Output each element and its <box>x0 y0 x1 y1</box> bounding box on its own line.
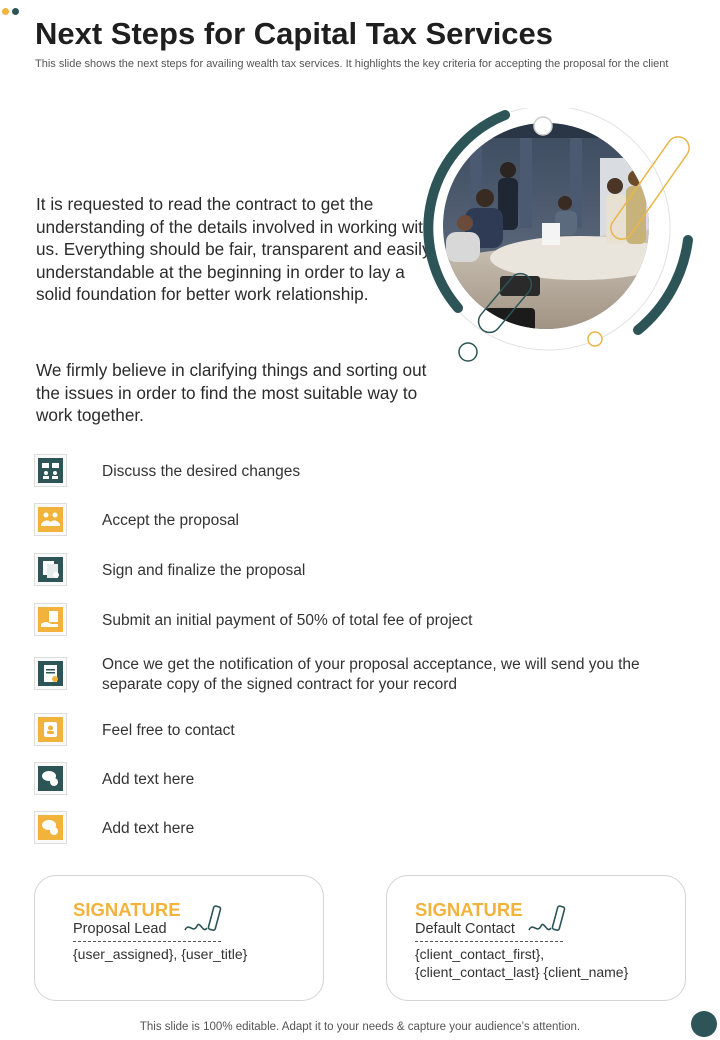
intro-paragraph-2: We firmly believe in clarifying things and sorting out the issues in order to find the most suitable way to work together. <box>36 360 427 425</box>
step-signed-copy <box>34 657 694 691</box>
documents-icon <box>38 557 63 582</box>
chat-icon <box>38 766 63 791</box>
signature-line <box>415 941 563 942</box>
step-icon-box <box>34 503 67 536</box>
gold-dot <box>2 8 9 15</box>
step-label: Accept the proposal <box>102 512 240 529</box>
step-label: Discuss the desired changes <box>102 463 301 480</box>
payment-icon <box>38 607 63 632</box>
signature-values <box>415 945 628 981</box>
step-initial-payment <box>34 603 694 637</box>
step-add-text-2 <box>34 811 694 845</box>
step-label: Feel free to contact <box>102 722 235 739</box>
step-contact <box>34 713 694 747</box>
signature-values <box>73 945 247 963</box>
step-discuss-changes <box>34 454 694 488</box>
signature-value-line-1: {user_assigned}, {user_title} <box>73 946 248 962</box>
signature-card-proposal-lead <box>34 875 324 1001</box>
corner-decoration-dot <box>691 1011 717 1037</box>
step-icon-box <box>34 454 67 487</box>
signature-value-line-1: {client_contact_first}, <box>415 946 545 962</box>
step-icon-box <box>34 713 67 746</box>
step-add-text-1 <box>34 762 694 796</box>
step-icon-box <box>34 762 67 795</box>
step-sign-finalize <box>34 553 694 587</box>
signature-pen-icon <box>527 904 569 940</box>
contact-icon <box>38 717 63 742</box>
page-title: Next Steps for Capital Tax Services <box>35 16 554 51</box>
intro-paragraph-1: It is requested to read the contract to get the understanding of the details involved in working with us. Everything should be fair, transparent and easily understandable at the beginning in order to lay a solid foundation for better work relationship. <box>36 194 433 304</box>
meeting-photo-graphic <box>410 108 710 368</box>
signature-role: Default Contact <box>415 921 515 937</box>
step-icon-box <box>34 811 67 844</box>
handshake-icon <box>38 507 63 532</box>
signature-line <box>73 941 221 942</box>
page-subtitle: This slide shows the next steps for availing wealth tax services. It highlights the key criteria for accepting the proposal for the client <box>35 58 669 70</box>
step-label: Sign and finalize the proposal <box>102 562 306 579</box>
signature-heading: SIGNATURE <box>415 899 523 920</box>
signature-value-line-2: {client_contact_last} {client_name} <box>415 964 629 980</box>
step-icon-box <box>34 553 67 586</box>
footer-note: This slide is 100% editable. Adapt it to your needs & capture your audience’s attention. <box>139 1021 581 1033</box>
signature-role: Proposal Lead <box>73 921 167 937</box>
decorative-dots <box>2 2 22 20</box>
meeting-photo <box>410 108 710 368</box>
signature-card-default-contact <box>386 875 686 1001</box>
step-icon-box <box>34 603 67 636</box>
signature-pen-icon <box>183 904 225 940</box>
step-label: Submit an initial payment of 50% of total fee of project <box>102 612 473 629</box>
step-label: Add text here <box>102 820 195 837</box>
signature-heading: SIGNATURE <box>73 899 181 920</box>
teal-dot <box>12 8 19 15</box>
step-label: Once we get the notification of your proposal acceptance, we will send you the separate copy of the signed contract for your record <box>102 656 640 693</box>
chat-bubble-icon <box>38 815 63 840</box>
step-accept-proposal <box>34 503 694 537</box>
step-icon-box <box>34 657 67 690</box>
contract-icon <box>38 661 63 686</box>
step-label: Add text here <box>102 771 195 788</box>
meeting-icon <box>38 458 63 483</box>
